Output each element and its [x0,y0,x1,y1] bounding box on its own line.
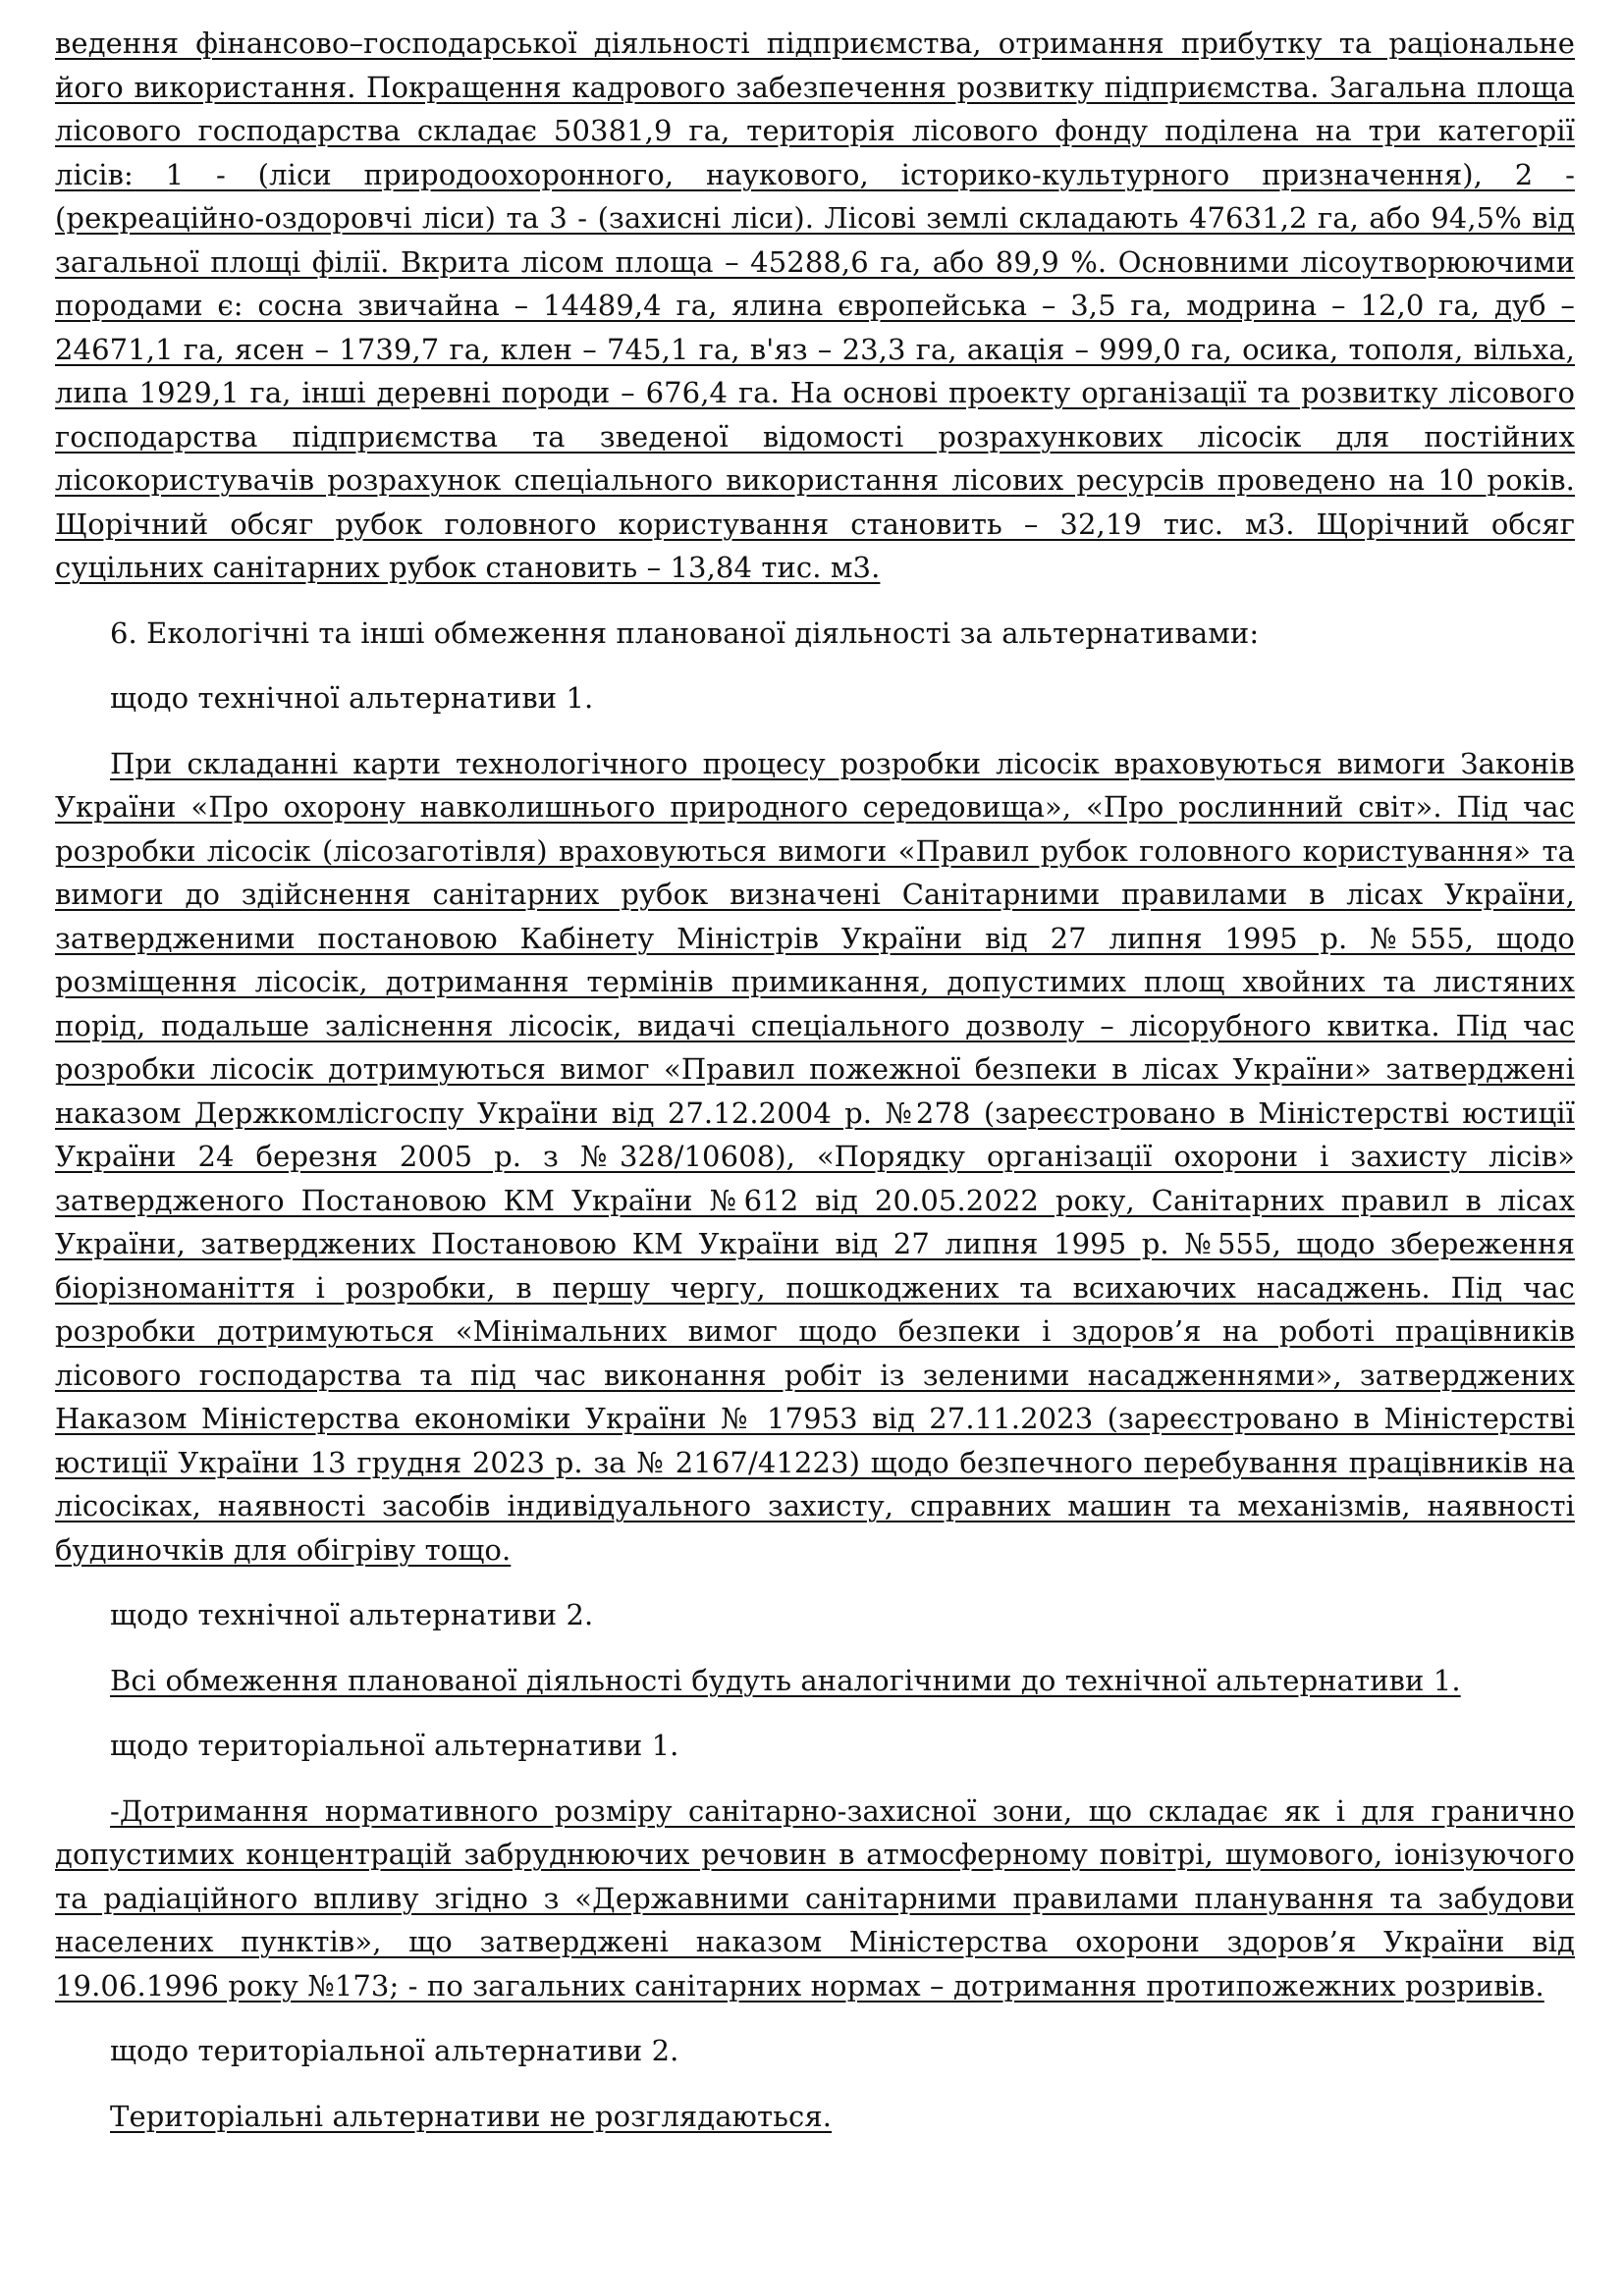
terr-alt-2-label: щодо територіальної альтернативи 2. [110,2034,679,2067]
section-6-heading: 6. Екологічні та інші обмеження планованої діяльності за альтернативами: [110,615,1260,650]
tech-alt-2-label: щодо технічної альтернативи 2. [110,1598,594,1631]
terr-alt-1-label: щодо територіальної альтернативи 1. [110,1729,679,1762]
document-page [55,22,1575,2138]
terr-alt-2-text: Територіальні альтернативи не розглядаються. [110,2099,833,2133]
tech-alt-1-text: При складанні карти технологічного процесу розробки лісосік враховуються вимоги Законів України «Про охорону навколишнього природного середовища», «Про рослинний світ». Під час розробки лісосік (лісозаготівля) враховуються вимоги «Правил рубок головного користування» та вимоги до здійснення санітарних рубок визначені Санітарними правилами в лісах України, затвердженими постановою Кабінету Міністрів України від 27 липня 1995 р. №555, щодо розміщення лісосік, дотримання термінів примикання, допустимих площ хвойних та листяних порід, подальше заліснення лісосік, видачі спеціального дозволу – лісорубного квитка. Під час розробки лісосік дотримуються вимог «Правил пожежної безпеки в лісах України» затверджені наказом Держкомлісгоспу України від 27.12.2004 р. №278 (зареєстровано в Міністерстві юстиції України 24 березня 2005 р. з №328/10608), «Порядку організації охорони і захисту лісів» затвердженого Постановою КМ України №612 від 20.05.2022 року, Санітарних правил в лісах України, затверджених Постановою КМ України від 27 липня 1995 р. №555, щодо збереження біорізноманіття і розробки, в першу чергу, пошкоджених та всихаючих насаджень. Під час розробки дотримуються «Мінімальних вимог щодо безпеки і здоров’я на роботі працівників лісового господарства та під час виконання робіт із зеленими насадженнями», затверджених Наказом Міністерства економіки України № 17953 від 27.11.2023 (зареєстровано в Міністерстві юстиції України 13 грудня 2023 р. за № 2167/41223) щодо безпечного перебування працівників на лісосіках, наявності засобів індивідуального захисту, справних машин та механізмів, наявності будиночків для обігріву тощо. [55,746,1575,1567]
paragraph-forest-overview: ведення фінансово–господарської діяльності підприємства, отримання прибутку та раціональне його використання. Покращення кадрового забезпечення розвитку підприємства. Загальна площа лісового господарства складає 50381,9 га, територія лісового фонду поділена на три категорії лісів: 1 - (ліси природоохоронного, наукового, історико-культурного призначення), 2 - (рекреаційно-оздоровчі ліси) та 3 - (захисні ліси). Лісові землі складають 47631,2 га, або 94,5% від загальної площі філії. Вкрита лісом площа – 45288,6 га, або 89,9 %. Основними лісоутворюючими породами є: сосна звичайна – 14489,4 га, ялина європейська – 3,5 га, модрина – 12,0 га, дуб – 24671,1 га, ясен – 1739,7 га, клен – 745,1 га, в'яз – 23,3 га, акація – 999,0 га, осика, тополя, вільха, липа 1929,1 га, інші деревні породи – 676,4 га. На основі проекту організації та розвитку лісового господарства підприємства та зведеної відомості розрахункових лісосік для постійних лісокористувачів розрахунок спеціального використання лісових ресурсів проведено на 10 років. Щорічний обсяг рубок головного користування становить – 32,19 тис. м3. Щорічний обсяг суцільних санітарних рубок становить – 13,84 тис. м3. [55,27,1575,584]
tech-alt-2-text: Всі обмеження планованої діяльності будуть аналогічними до технічної альтернативи 1. [110,1663,1461,1697]
terr-alt-1-text: -Дотримання нормативного розміру санітарно-захисної зони, що складає як і для гранично допустимих концентрацій забруднюючих речовин в атмосферному повітрі, шумового, іонізуючого та радіаційного впливу згідно з «Державними санітарними правилами планування та забудови населених пунктів», що затверджені наказом Міністерства охорони здоров’я України від 19.06.1996 року №173; - по загальних санітарних нормах – дотримання протипожежних розривів. [55,1793,1575,2002]
tech-alt-1-label: щодо технічної альтернативи 1. [110,681,594,715]
